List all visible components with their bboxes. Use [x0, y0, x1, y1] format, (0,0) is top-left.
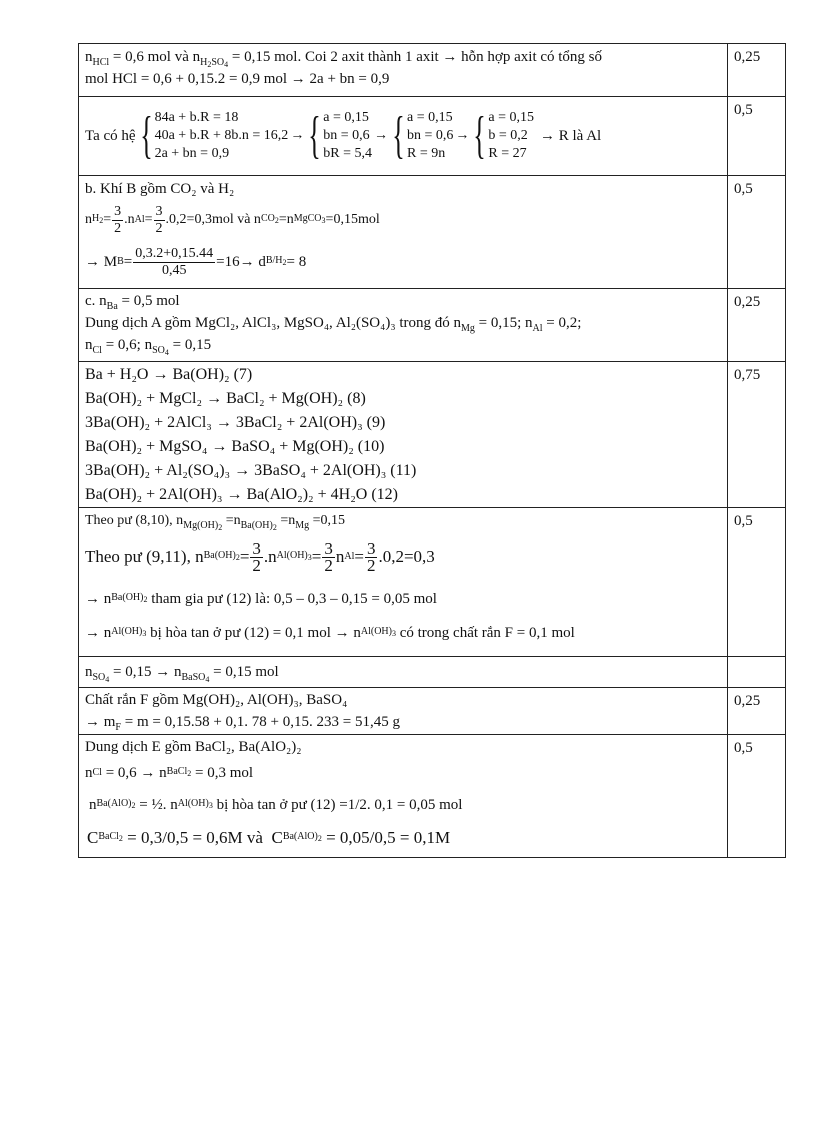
score-cell: 0,75 — [728, 362, 786, 508]
table-row — [79, 362, 786, 508]
solution-cell: b. Khí B gồm CO₂ và H₂ n $H_2$ = $\frac{3}{2}$ .n Al = $\frac{3}{2}$ .0,2=0,3mol và n $CO_2$ =n MgCO$_3$ =0,15mol → M B = $\frac{0,3.2+0,15.44}{0,45}$ =16→ d $B/H_2$ = 8 — [79, 176, 728, 289]
table-row — [79, 97, 786, 176]
table-row — [79, 735, 786, 858]
reaction-12: Ba(OH)₂ + 2Al(OH)₃ → Ba(AlO₂)₂ + 4H₂O (12) — [85, 486, 398, 503]
score-cell: 0,5 — [728, 97, 786, 176]
table-row — [79, 657, 786, 688]
reaction-8: Ba(OH)₂ + MgCl₂ → BaCl₂ + Mg(OH)₂ (8) — [85, 390, 366, 407]
equation-system-1: { 84a + b.R = 18 40a + b.R + 8b.n = 16,2 2a + bn = 0,9 — [139, 107, 289, 164]
solution-cell: c. $n_{Ba} = 0,5$ mol Dung dịch A gồm MgCl₂, AlCl₃, MgSO₄, Al₂(SO₄)₃ trong đó $n_{Mg} = 0,15$; $n_{Al} = 0,2$; $n_{Cl} = 0,6$; $n_{SO_4} = 0,15$ — [79, 289, 728, 362]
equation-system-4: { a = 0,15 b = 0,2 R = 27 — [473, 107, 534, 164]
score-cell — [728, 657, 786, 688]
score-cell: 0,5 — [728, 508, 786, 657]
reaction-10: Ba(OH)₂ + MgSO₄ → BaSO₄ + Mg(OH)₂ (10) — [85, 438, 385, 455]
reaction-11: 3Ba(OH)₂ + Al₂(SO₄)₃ → 3BaSO₄ + 2Al(OH)₃ (11) — [85, 462, 417, 479]
answer-key-table — [78, 43, 786, 858]
score-cell: 0,5 — [728, 176, 786, 289]
solution-cell: $n_{SO_4} = 0,15 \to n_{BaSO_4} = 0,15$ mol — [79, 657, 728, 688]
reaction-9: 3Ba(OH)₂ + 2AlCl₃ → 3BaCl₂ + 2Al(OH)₃ (9) — [85, 414, 386, 431]
table-row — [79, 289, 786, 362]
table-row — [79, 176, 786, 289]
score-cell: 0,5 — [728, 735, 786, 858]
solution-cell: $n_{HCl} = 0,6$ mol và $n_{H_2SO_4} = 0,15$ mol. Coi 2 axit thành 1 axit → hỗn hợp axit có tổng số mol HCl = 0,6 + 0,15.2 = 0,9 mol → 2a + bn = 0,9 — [79, 44, 728, 97]
solution-cell: Chất rắn F gồm Mg(OH)₂, Al(OH)₃, BaSO₄ → $m_F = m = 0,15.58 + 0,1$. 78 + 0,15. 233 = 51,45 g — [79, 688, 728, 735]
reaction-7: Ba + H₂O → Ba(OH)₂ (7) — [85, 366, 253, 383]
table-row — [79, 44, 786, 97]
solution-cell — [79, 362, 728, 508]
table-row — [79, 508, 786, 657]
solution-cell: Theo pư (8,10), $n_{Mg(OH)_2} =n_{Ba(OH)_2} =n_{Mg} =0,15$ Theo pư (9,11), n $Ba(OH)_2$ = $\frac{3}{2}$ .n $Al(OH)_3$ = $\frac{3}{2}$ n Al = $\frac{3}{2}$ .0,2=0,3 → n $Ba(OH)_2$ tham gia pư (12) là: 0,5 – 0,3 – 0,15 = 0,05 mol → n $Al(OH)_3$ bị hòa tan ở pư (12) = 0,1 mol → n $Al(OH)_3$ có trong chất rắn F = 0,1 mol — [79, 508, 728, 657]
score-cell: 0,25 — [728, 289, 786, 362]
equation-system-2: { a = 0,15 bn = 0,6 bR = 5,4 — [308, 107, 373, 164]
solution-cell: Dung dịch E gồm BaCl₂, Ba(AlO₂)₂ n Cl = 0,6 → n BaCl$_2$ = 0,3 mol n $Ba(AlO)_2$ = ½. n $Al(OH)_3$ bị hòa tan ở pư (12) =1/2. 0,1 = 0,05 mol C BaCl$_2$ = 0,3/0,5 = 0,6M và C $Ba(AlO)_2$ = 0,05/0,5 = 0,1M — [79, 735, 728, 858]
answer-key-sheet — [78, 43, 783, 858]
score-cell: 0,25 — [728, 44, 786, 97]
equation-system-3: { a = 0,15 bn = 0,6 R = 9n — [392, 107, 454, 164]
table-row — [79, 688, 786, 735]
score-cell: 0,25 — [728, 688, 786, 735]
solution-cell: Ta có hệ { 84a + b.R = 18 40a + b.R + 8b.n = 16,2 2a + bn = 0,9 → { a = 0,15 bn = 0,6 bR = 5,4 → { a = 0,15 bn = 0,6 R = 9n → { a = 0,15 b = 0,2 R = 27 → R là Al — [79, 97, 728, 176]
